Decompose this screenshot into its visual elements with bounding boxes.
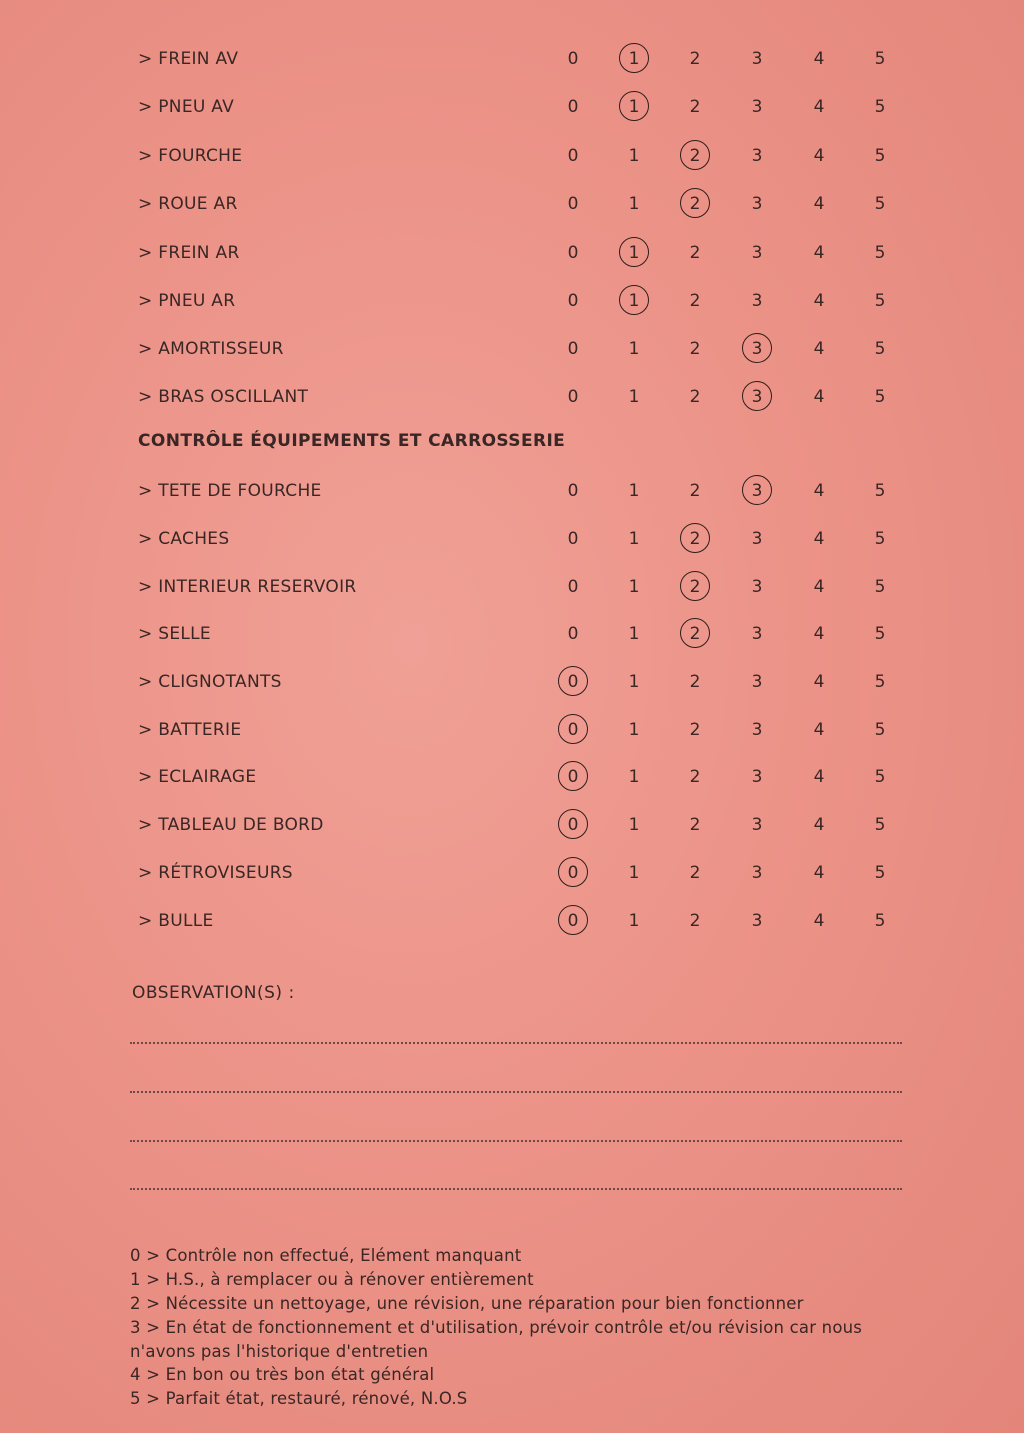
item-label: > SELLE bbox=[138, 624, 211, 644]
score-option-4[interactable]: 4 bbox=[813, 194, 825, 214]
rating-row bbox=[0, 523, 1024, 553]
score-option-2[interactable]: 2 bbox=[689, 815, 701, 835]
score-option-4[interactable]: 4 bbox=[813, 97, 825, 117]
score-option-0[interactable]: 0 bbox=[567, 911, 579, 931]
score-option-2[interactable]: 2 bbox=[689, 720, 701, 740]
score-option-1[interactable]: 1 bbox=[628, 481, 640, 501]
score-option-1[interactable]: 1 bbox=[628, 387, 640, 407]
score-option-4[interactable]: 4 bbox=[813, 720, 825, 740]
item-label: > FOURCHE bbox=[138, 146, 243, 166]
observation-line[interactable] bbox=[130, 1091, 902, 1093]
selected-score-circle bbox=[619, 285, 649, 315]
score-option-0[interactable]: 0 bbox=[567, 291, 579, 311]
score-option-1[interactable]: 1 bbox=[628, 815, 640, 835]
score-option-3[interactable]: 3 bbox=[751, 672, 763, 692]
score-option-5[interactable]: 5 bbox=[874, 863, 886, 883]
score-option-1[interactable]: 1 bbox=[628, 624, 640, 644]
score-option-0[interactable]: 0 bbox=[567, 481, 579, 501]
score-option-4[interactable]: 4 bbox=[813, 481, 825, 501]
score-option-3[interactable]: 3 bbox=[751, 194, 763, 214]
item-label: > PNEU AV bbox=[138, 97, 235, 117]
selected-score-circle bbox=[680, 140, 710, 170]
legend-line: 2 > Nécessite un nettoyage, une révision, une réparation pour bien fonctionner bbox=[130, 1294, 804, 1313]
score-option-0[interactable]: 0 bbox=[567, 194, 579, 214]
rating-row bbox=[0, 905, 1024, 935]
score-option-1[interactable]: 1 bbox=[628, 672, 640, 692]
score-option-4[interactable]: 4 bbox=[813, 863, 825, 883]
score-option-0[interactable]: 0 bbox=[567, 49, 579, 69]
score-option-5[interactable]: 5 bbox=[874, 194, 886, 214]
observation-line[interactable] bbox=[130, 1042, 902, 1044]
score-option-4[interactable]: 4 bbox=[813, 672, 825, 692]
score-option-3[interactable]: 3 bbox=[751, 481, 763, 501]
rating-row bbox=[0, 91, 1024, 121]
legend-line: 4 > En bon ou très bon état général bbox=[130, 1365, 435, 1384]
score-option-3[interactable]: 3 bbox=[751, 911, 763, 931]
rating-row bbox=[0, 761, 1024, 791]
score-option-4[interactable]: 4 bbox=[813, 49, 825, 69]
rating-row bbox=[0, 809, 1024, 839]
score-option-1[interactable]: 1 bbox=[628, 291, 640, 311]
score-option-3[interactable]: 3 bbox=[751, 529, 763, 549]
score-option-2[interactable]: 2 bbox=[689, 387, 701, 407]
score-option-0[interactable]: 0 bbox=[567, 815, 579, 835]
item-label: > TETE DE FOURCHE bbox=[138, 481, 322, 501]
score-option-3[interactable]: 3 bbox=[751, 291, 763, 311]
score-option-1[interactable]: 1 bbox=[628, 339, 640, 359]
rating-row bbox=[0, 618, 1024, 648]
score-option-3[interactable]: 3 bbox=[751, 387, 763, 407]
item-label: > BRAS OSCILLANT bbox=[138, 387, 309, 407]
rating-row bbox=[0, 571, 1024, 601]
score-option-3[interactable]: 3 bbox=[751, 624, 763, 644]
selected-score-circle bbox=[742, 333, 772, 363]
score-option-1[interactable]: 1 bbox=[628, 194, 640, 214]
section-heading: CONTRÔLE ÉQUIPEMENTS ET CARROSSERIE bbox=[138, 431, 566, 451]
score-option-0[interactable]: 0 bbox=[567, 577, 579, 597]
selected-score-circle bbox=[619, 237, 649, 267]
legend-line: 3 > En état de fonctionnement et d'utilisation, prévoir contrôle et/ou révision car nous bbox=[130, 1318, 863, 1337]
score-option-2[interactable]: 2 bbox=[689, 767, 701, 787]
score-option-2[interactable]: 2 bbox=[689, 291, 701, 311]
selected-score-circle bbox=[619, 91, 649, 121]
score-option-1[interactable]: 1 bbox=[628, 529, 640, 549]
score-option-2[interactable]: 2 bbox=[689, 624, 701, 644]
score-option-5[interactable]: 5 bbox=[874, 339, 886, 359]
legend-line: 1 > H.S., à remplacer ou à rénover entièrement bbox=[130, 1270, 534, 1289]
score-option-3[interactable]: 3 bbox=[751, 720, 763, 740]
observation-line[interactable] bbox=[130, 1140, 902, 1142]
score-option-5[interactable]: 5 bbox=[874, 481, 886, 501]
score-option-5[interactable]: 5 bbox=[874, 146, 886, 166]
score-option-5[interactable]: 5 bbox=[874, 49, 886, 69]
item-label: > CACHES bbox=[138, 529, 230, 549]
score-option-2[interactable]: 2 bbox=[689, 481, 701, 501]
score-option-5[interactable]: 5 bbox=[874, 291, 886, 311]
score-option-5[interactable]: 5 bbox=[874, 529, 886, 549]
rating-row bbox=[0, 714, 1024, 744]
score-option-5[interactable]: 5 bbox=[874, 387, 886, 407]
score-option-0[interactable]: 0 bbox=[567, 624, 579, 644]
rating-row bbox=[0, 333, 1024, 363]
score-option-5[interactable]: 5 bbox=[874, 577, 886, 597]
score-option-3[interactable]: 3 bbox=[751, 49, 763, 69]
score-option-2[interactable]: 2 bbox=[689, 577, 701, 597]
score-option-5[interactable]: 5 bbox=[874, 624, 886, 644]
legend-line: 5 > Parfait état, restauré, rénové, N.O.S bbox=[130, 1389, 468, 1408]
score-option-2[interactable]: 2 bbox=[689, 243, 701, 263]
score-option-2[interactable]: 2 bbox=[689, 529, 701, 549]
score-option-3[interactable]: 3 bbox=[751, 767, 763, 787]
rating-row bbox=[0, 140, 1024, 170]
selected-score-circle bbox=[558, 905, 588, 935]
score-option-0[interactable]: 0 bbox=[567, 863, 579, 883]
score-option-4[interactable]: 4 bbox=[813, 387, 825, 407]
score-option-4[interactable]: 4 bbox=[813, 339, 825, 359]
item-label: > TABLEAU DE BORD bbox=[138, 815, 324, 835]
score-option-5[interactable]: 5 bbox=[874, 97, 886, 117]
score-option-3[interactable]: 3 bbox=[751, 243, 763, 263]
observations-title: OBSERVATION(S) : bbox=[132, 983, 295, 1003]
score-option-3[interactable]: 3 bbox=[751, 577, 763, 597]
score-option-4[interactable]: 4 bbox=[813, 911, 825, 931]
item-label: > RÉTROVISEURS bbox=[138, 863, 293, 883]
selected-score-circle bbox=[558, 857, 588, 887]
observation-line[interactable] bbox=[130, 1188, 902, 1190]
item-label: > INTERIEUR RESERVOIR bbox=[138, 577, 357, 597]
score-option-1[interactable]: 1 bbox=[628, 720, 640, 740]
score-option-4[interactable]: 4 bbox=[813, 291, 825, 311]
score-option-1[interactable]: 1 bbox=[628, 49, 640, 69]
score-option-4[interactable]: 4 bbox=[813, 815, 825, 835]
score-option-5[interactable]: 5 bbox=[874, 767, 886, 787]
rating-row bbox=[0, 237, 1024, 267]
score-option-3[interactable]: 3 bbox=[751, 863, 763, 883]
score-option-1[interactable]: 1 bbox=[628, 767, 640, 787]
score-option-2[interactable]: 2 bbox=[689, 863, 701, 883]
selected-score-circle bbox=[680, 571, 710, 601]
item-label: > ECLAIRAGE bbox=[138, 767, 257, 787]
score-option-0[interactable]: 0 bbox=[567, 243, 579, 263]
rating-row bbox=[0, 857, 1024, 887]
score-option-1[interactable]: 1 bbox=[628, 243, 640, 263]
item-label: > FREIN AR bbox=[138, 243, 240, 263]
selected-score-circle bbox=[680, 523, 710, 553]
score-option-2[interactable]: 2 bbox=[689, 146, 701, 166]
score-option-2[interactable]: 2 bbox=[689, 339, 701, 359]
score-option-5[interactable]: 5 bbox=[874, 911, 886, 931]
selected-score-circle bbox=[558, 666, 588, 696]
score-option-3[interactable]: 3 bbox=[751, 815, 763, 835]
rating-row bbox=[0, 475, 1024, 505]
score-option-0[interactable]: 0 bbox=[567, 339, 579, 359]
score-option-0[interactable]: 0 bbox=[567, 146, 579, 166]
score-option-0[interactable]: 0 bbox=[567, 767, 579, 787]
item-label: > FREIN AV bbox=[138, 49, 239, 69]
score-option-3[interactable]: 3 bbox=[751, 97, 763, 117]
score-option-1[interactable]: 1 bbox=[628, 577, 640, 597]
selected-score-circle bbox=[619, 43, 649, 73]
score-option-4[interactable]: 4 bbox=[813, 243, 825, 263]
score-option-4[interactable]: 4 bbox=[813, 767, 825, 787]
score-option-0[interactable]: 0 bbox=[567, 720, 579, 740]
selected-score-circle bbox=[680, 188, 710, 218]
score-option-5[interactable]: 5 bbox=[874, 720, 886, 740]
selected-score-circle bbox=[558, 714, 588, 744]
score-option-1[interactable]: 1 bbox=[628, 911, 640, 931]
score-option-2[interactable]: 2 bbox=[689, 911, 701, 931]
item-label: > ROUE AR bbox=[138, 194, 238, 214]
item-label: > AMORTISSEUR bbox=[138, 339, 284, 359]
score-option-1[interactable]: 1 bbox=[628, 97, 640, 117]
rating-row bbox=[0, 188, 1024, 218]
legend-line: 0 > Contrôle non effectué, Elément manquant bbox=[130, 1246, 522, 1265]
score-option-1[interactable]: 1 bbox=[628, 863, 640, 883]
score-option-5[interactable]: 5 bbox=[874, 243, 886, 263]
score-option-3[interactable]: 3 bbox=[751, 339, 763, 359]
score-option-0[interactable]: 0 bbox=[567, 97, 579, 117]
item-label: > BATTERIE bbox=[138, 720, 242, 740]
selected-score-circle bbox=[558, 809, 588, 839]
score-option-4[interactable]: 4 bbox=[813, 624, 825, 644]
item-label: > PNEU AR bbox=[138, 291, 236, 311]
score-option-2[interactable]: 2 bbox=[689, 194, 701, 214]
score-option-5[interactable]: 5 bbox=[874, 672, 886, 692]
rating-row bbox=[0, 43, 1024, 73]
rating-row bbox=[0, 381, 1024, 411]
score-option-2[interactable]: 2 bbox=[689, 49, 701, 69]
score-option-5[interactable]: 5 bbox=[874, 815, 886, 835]
selected-score-circle bbox=[742, 475, 772, 505]
score-option-4[interactable]: 4 bbox=[813, 529, 825, 549]
rating-row bbox=[0, 285, 1024, 315]
score-option-4[interactable]: 4 bbox=[813, 577, 825, 597]
score-option-2[interactable]: 2 bbox=[689, 672, 701, 692]
selected-score-circle bbox=[558, 761, 588, 791]
score-option-0[interactable]: 0 bbox=[567, 672, 579, 692]
score-option-0[interactable]: 0 bbox=[567, 387, 579, 407]
score-option-2[interactable]: 2 bbox=[689, 97, 701, 117]
rating-row bbox=[0, 666, 1024, 696]
score-option-4[interactable]: 4 bbox=[813, 146, 825, 166]
selected-score-circle bbox=[742, 381, 772, 411]
score-option-0[interactable]: 0 bbox=[567, 529, 579, 549]
score-option-1[interactable]: 1 bbox=[628, 146, 640, 166]
legend-line: n'avons pas l'historique d'entretien bbox=[130, 1342, 429, 1361]
item-label: > BULLE bbox=[138, 911, 214, 931]
score-option-3[interactable]: 3 bbox=[751, 146, 763, 166]
item-label: > CLIGNOTANTS bbox=[138, 672, 282, 692]
selected-score-circle bbox=[680, 618, 710, 648]
